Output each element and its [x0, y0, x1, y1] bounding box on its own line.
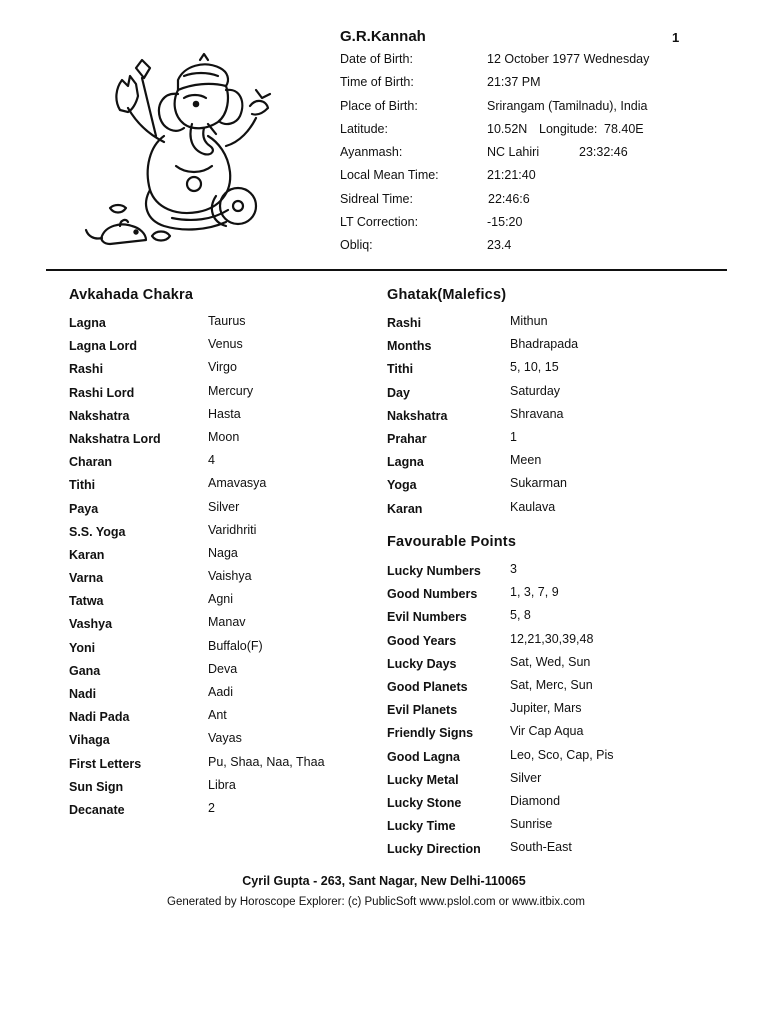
divider-line: [46, 269, 727, 271]
row-value: Manav: [208, 615, 246, 630]
table-row: [387, 840, 717, 863]
longitude-label: Longitude:: [539, 121, 598, 136]
row-value: South-East: [510, 840, 572, 855]
row-key: Good Years: [387, 633, 457, 648]
detail-value: Srirangam (Tamilnadu), India: [487, 98, 648, 113]
row-key: Yoga: [387, 478, 417, 493]
table-row: [69, 662, 359, 685]
table-row: [69, 384, 359, 407]
row-value: 12,21,30,39,48: [510, 631, 594, 646]
row-key: Gana: [69, 663, 101, 678]
table-row: [69, 685, 359, 708]
row-value: Varidhriti: [208, 522, 257, 537]
row-key: Lucky Days: [387, 656, 457, 671]
row-value: Pu, Shaa, Naa, Thaa: [208, 754, 325, 769]
row-key: Lucky Metal: [387, 772, 459, 787]
row-key: Prahar: [387, 431, 427, 446]
row-value: Mithun: [510, 314, 548, 328]
row-key: Good Numbers: [387, 587, 478, 602]
table-row: [69, 523, 359, 546]
person-name: G.R.Kannah: [340, 28, 426, 45]
table-row: [69, 453, 359, 476]
row-key: Karan: [387, 501, 423, 516]
table-row: [387, 360, 717, 383]
row-value: Buffalo(F): [208, 638, 263, 653]
row-value: Vaishya: [208, 569, 252, 584]
detail-row: [340, 122, 700, 145]
row-value: Leo, Sco, Cap, Pis: [510, 747, 614, 762]
row-value: 4: [208, 453, 215, 468]
detail-label: Time of Birth:: [340, 75, 414, 90]
table-row: [387, 384, 717, 407]
row-key: Rashi Lord: [69, 385, 135, 400]
row-key: Charan: [69, 455, 113, 470]
row-key: Sun Sign: [69, 779, 124, 794]
table-row: [69, 337, 359, 360]
detail-value: 21:37 PM: [487, 75, 541, 90]
row-value: Silver: [510, 770, 542, 785]
row-value: Sukarman: [510, 476, 567, 491]
row-value: Sat, Merc, Sun: [510, 677, 593, 692]
table-row: [387, 655, 717, 678]
row-key: First Letters: [69, 756, 142, 771]
ayanamsha-value: 23:32:46: [579, 145, 628, 160]
row-key: Nakshatra: [69, 408, 130, 423]
row-value: Saturday: [510, 383, 561, 398]
table-row: [387, 562, 717, 585]
table-row: [387, 430, 717, 453]
row-key: Lagna Lord: [69, 339, 138, 354]
row-key: Evil Numbers: [387, 610, 467, 625]
table-row: [387, 632, 717, 655]
row-key: Varna: [69, 571, 104, 586]
avkahada-table: [69, 314, 359, 824]
detail-value: 10.52N: [487, 121, 528, 136]
row-key: Lagna: [69, 316, 106, 330]
row-key: Nadi Pada: [69, 710, 130, 725]
row-value: 2: [208, 800, 215, 815]
detail-row: [340, 168, 700, 191]
row-value: Venus: [208, 337, 243, 352]
row-value: Diamond: [510, 793, 561, 808]
row-value: Meen: [510, 453, 542, 468]
detail-row: [340, 238, 700, 261]
row-key: Day: [387, 385, 410, 400]
row-key: Good Planets: [387, 679, 468, 694]
table-row: [69, 314, 359, 337]
ganesha-icon: [80, 50, 280, 250]
row-value: Amavasya: [208, 476, 267, 491]
row-value: Shravana: [510, 406, 564, 421]
detail-row: [340, 52, 700, 75]
table-row: [69, 755, 359, 778]
table-row: [69, 801, 359, 824]
table-row: [387, 771, 717, 794]
row-value: 1: [510, 429, 517, 444]
row-key: Decanate: [69, 802, 125, 817]
detail-value: 23.4: [487, 238, 512, 253]
table-row: [69, 731, 359, 754]
row-value: 1, 3, 7, 9: [510, 585, 559, 600]
detail-value: NC Lahiri: [487, 145, 540, 160]
footer-address: Cyril Gupta - 263, Sant Nagar, New Delhi-110065: [242, 874, 526, 888]
row-value: Silver: [208, 499, 240, 514]
row-value: Taurus: [208, 314, 246, 328]
row-key: Evil Planets: [387, 703, 458, 718]
row-value: Hasta: [208, 406, 241, 421]
table-row: [69, 615, 359, 638]
detail-label: Sidreal Time:: [340, 191, 413, 206]
table-row: [387, 476, 717, 499]
detail-label: Place of Birth:: [340, 98, 418, 113]
row-key: S.S. Yoga: [69, 524, 126, 539]
row-value: Sunrise: [510, 817, 553, 832]
table-row: [387, 724, 717, 747]
row-key: Rashi: [69, 362, 104, 377]
table-row: [387, 407, 717, 430]
table-row: [69, 708, 359, 731]
detail-label: Ayanmash:: [340, 145, 403, 160]
row-value: Mercury: [208, 383, 254, 398]
detail-row: [340, 145, 700, 168]
ghatak-table: [387, 314, 717, 523]
row-key: Karan: [69, 547, 105, 562]
row-value: 5, 8: [510, 608, 531, 623]
row-key: Months: [387, 339, 432, 354]
row-key: Lucky Stone: [387, 795, 462, 810]
detail-row: [340, 215, 700, 238]
table-row: [387, 678, 717, 701]
row-key: Tithi: [69, 478, 96, 493]
detail-value: 12 October 1977 Wednesday: [487, 52, 650, 66]
row-key: Nakshatra: [387, 408, 448, 423]
row-value: 3: [510, 562, 517, 576]
page-number: 1: [672, 30, 680, 45]
row-value: Aadi: [208, 685, 234, 699]
table-row: [69, 476, 359, 499]
table-row: [387, 337, 717, 360]
avkahada-title: Avkahada Chakra: [69, 287, 194, 303]
longitude-value: 78.40E: [604, 121, 644, 136]
detail-value: 22:46:6: [488, 191, 530, 206]
table-row: [387, 701, 717, 724]
table-row: [387, 453, 717, 476]
row-value: Kaulava: [510, 499, 556, 514]
table-row: [387, 314, 717, 337]
row-key: Nadi: [69, 687, 97, 701]
row-key: Nakshatra Lord: [69, 431, 161, 446]
table-row: [69, 639, 359, 662]
table-row: [69, 569, 359, 592]
detail-value: -15:20: [487, 215, 523, 230]
table-row: [69, 430, 359, 453]
table-row: [69, 500, 359, 523]
row-value: Naga: [208, 545, 238, 560]
table-row: [387, 794, 717, 817]
row-value: Agni: [208, 592, 234, 607]
table-row: [387, 817, 717, 840]
favourable-table: [387, 562, 717, 863]
detail-label: LT Correction:: [340, 215, 419, 230]
row-value: Virgo: [208, 360, 237, 375]
row-value: Sat, Wed, Sun: [510, 654, 591, 669]
row-value: Vir Cap Aqua: [510, 724, 584, 739]
row-value: Ant: [208, 708, 227, 723]
detail-row: [340, 75, 700, 98]
table-row: [69, 592, 359, 615]
table-row: [387, 500, 717, 523]
detail-row: [340, 99, 700, 122]
row-key: Lucky Numbers: [387, 564, 481, 578]
row-key: Paya: [69, 501, 99, 516]
table-row: [69, 407, 359, 430]
footer-generated: Generated by Horoscope Explorer: (c) PublicSoft www.pslol.com or www.itbix.com: [167, 896, 585, 908]
table-row: [387, 585, 717, 608]
row-value: Moon: [208, 429, 240, 444]
favourable-title: Favourable Points: [387, 534, 517, 550]
birth-details: [340, 52, 700, 262]
row-value: Deva: [208, 661, 238, 676]
row-value: 5, 10, 15: [510, 360, 559, 375]
table-row: [69, 778, 359, 801]
row-value: Bhadrapada: [510, 337, 579, 352]
row-value: Jupiter, Mars: [510, 701, 582, 716]
detail-row: [340, 192, 700, 215]
row-key: Lagna: [387, 455, 424, 470]
row-key: Rashi: [387, 316, 422, 330]
row-key: Friendly Signs: [387, 726, 474, 741]
detail-label: Obliq:: [340, 238, 373, 253]
detail-label: Date of Birth:: [340, 52, 413, 66]
detail-label: Latitude:: [340, 121, 388, 136]
table-row: [387, 608, 717, 631]
row-key: Lucky Time: [387, 819, 456, 834]
row-key: Vashya: [69, 617, 113, 632]
row-key: Yoni: [69, 640, 96, 655]
row-value: Vayas: [208, 731, 242, 746]
row-key: Good Lagna: [387, 749, 460, 764]
row-key: Vihaga: [69, 733, 110, 748]
detail-value: 21:21:40: [487, 168, 536, 183]
row-value: Libra: [208, 777, 236, 792]
row-key: Lucky Direction: [387, 842, 481, 857]
ghatak-title: Ghatak(Malefics): [387, 287, 507, 303]
table-row: [69, 360, 359, 383]
detail-label: Local Mean Time:: [340, 168, 439, 183]
row-key: Tithi: [387, 362, 414, 377]
row-key: Tatwa: [69, 594, 104, 609]
table-row: [387, 748, 717, 771]
table-row: [69, 546, 359, 569]
